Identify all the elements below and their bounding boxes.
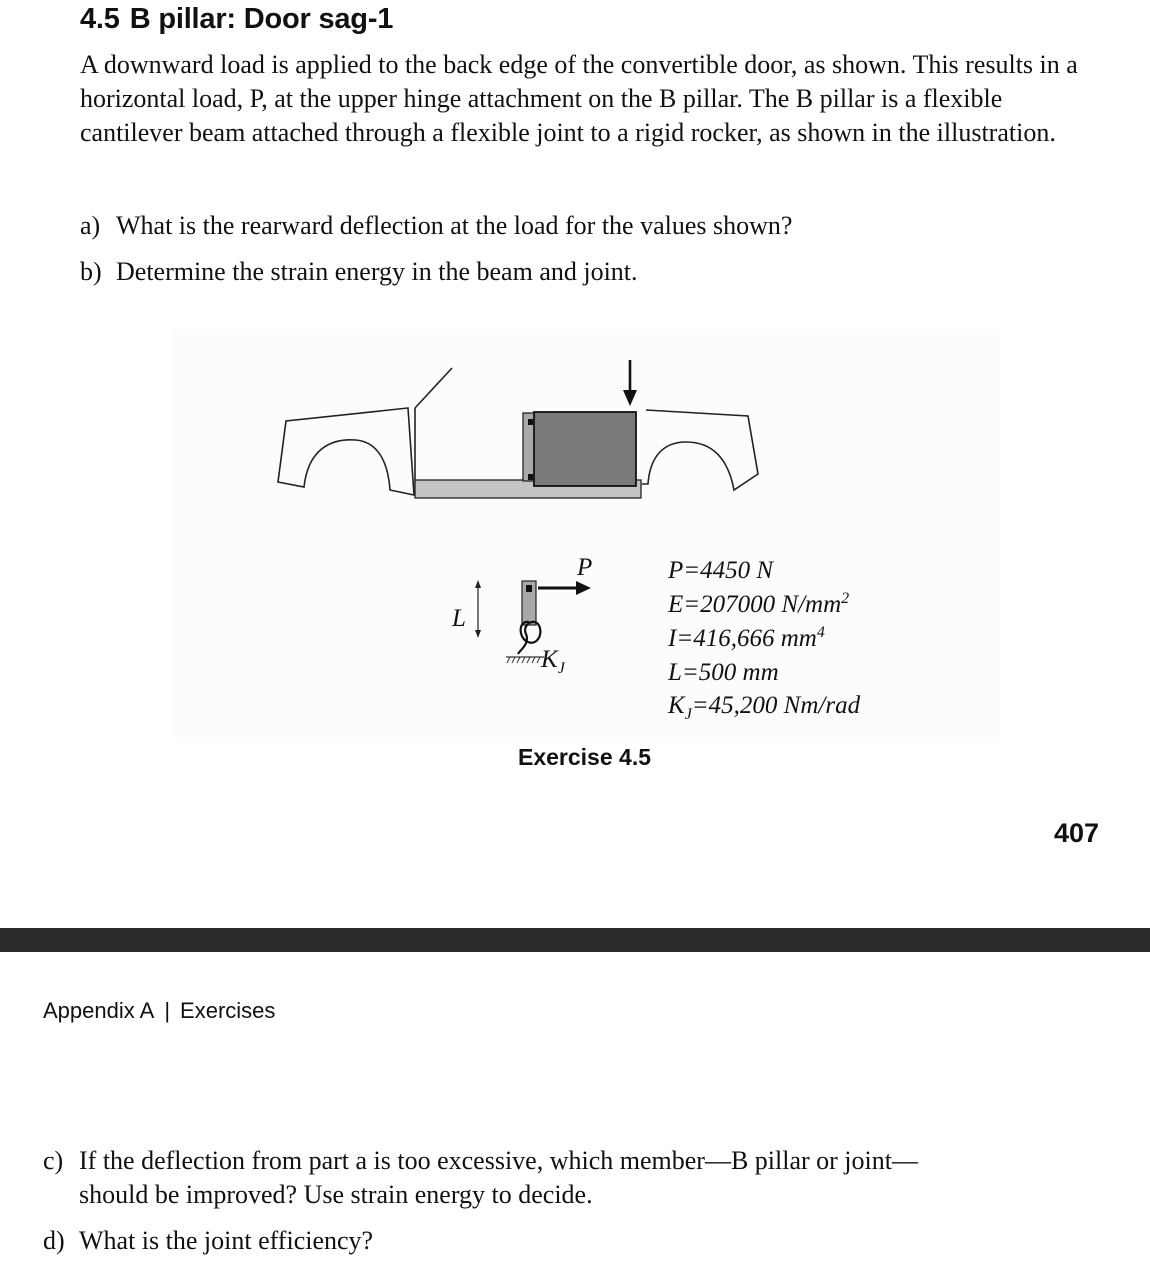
question-d-label: d): [43, 1226, 65, 1255]
windshield-line: [415, 368, 452, 408]
value-e: E=207000 $N/mm^2$: [668, 590, 850, 618]
value-kj: $K_J=45,200$ Nm/rad: [668, 692, 861, 723]
value-p: P=4450 N: [668, 557, 774, 584]
door: [534, 412, 636, 486]
given-values: [667, 557, 861, 723]
rotational-spring: [518, 622, 540, 654]
l-label: L: [452, 605, 466, 632]
question-d-text: What is the joint efficiency?: [79, 1226, 374, 1255]
rear-fender-outline: [642, 410, 758, 490]
figure-caption: Exercise 4.5: [518, 744, 652, 770]
value-i: I=416,666 $mm^4$: [668, 624, 825, 652]
load-p-arrow-head: [576, 581, 591, 595]
question-a-label: a): [80, 211, 101, 240]
figure-drawing: [172, 330, 1000, 738]
section-title-text: B pillar: Door sag-1: [129, 3, 394, 35]
schematic-beam-tip: [526, 585, 532, 592]
value-l: L=500 mm: [668, 659, 779, 686]
running-header-right: Exercises: [180, 998, 276, 1023]
section-title: [80, 3, 393, 36]
question-b: [80, 255, 638, 289]
page-separator-bar: [0, 928, 1150, 952]
question-c-line2: should be improved? Use strain energy to decide.: [79, 1180, 593, 1209]
upper-hinge: [528, 419, 533, 425]
page-number: 407: [1054, 818, 1100, 848]
question-b-text: Determine the strain energy in the beam and joint.: [116, 257, 638, 286]
question-d: [43, 1224, 373, 1258]
running-header-left: Appendix A: [43, 998, 155, 1023]
l-dimension-bottom-arrow: [475, 630, 481, 638]
section-number: 4.5: [80, 3, 120, 35]
question-c: [43, 1144, 1103, 1212]
running-header-separator: |: [164, 998, 171, 1023]
question-c-label: c): [43, 1146, 64, 1175]
p-label: P: [577, 554, 593, 581]
ground-hatch: [507, 657, 540, 663]
downward-load-arrow-head: [623, 390, 637, 406]
kj-label: $K_J$: [541, 646, 565, 677]
question-a: [80, 209, 792, 243]
front-fender-outline: [278, 408, 414, 495]
question-a-text: What is the rearward deflection at the load for the values shown?: [116, 211, 793, 240]
l-dimension-top-arrow: [475, 580, 481, 588]
lower-hinge: [528, 474, 533, 480]
running-header: [43, 998, 275, 1024]
exercise-figure: [172, 330, 1000, 738]
intro-paragraph: A downward load is applied to the back edge of the convertible door, as shown. This results in a horizontal load, P, at the upper hinge attachment on the B pillar. The B pillar is a flexible cantilever beam attached through a flexible joint to a rigid rocker, as shown in the illustration.: [80, 50, 1078, 147]
question-c-line1: If the deflection from part a is too excessive, which member—B pillar or joint—: [79, 1146, 918, 1175]
question-b-label: b): [80, 257, 102, 286]
